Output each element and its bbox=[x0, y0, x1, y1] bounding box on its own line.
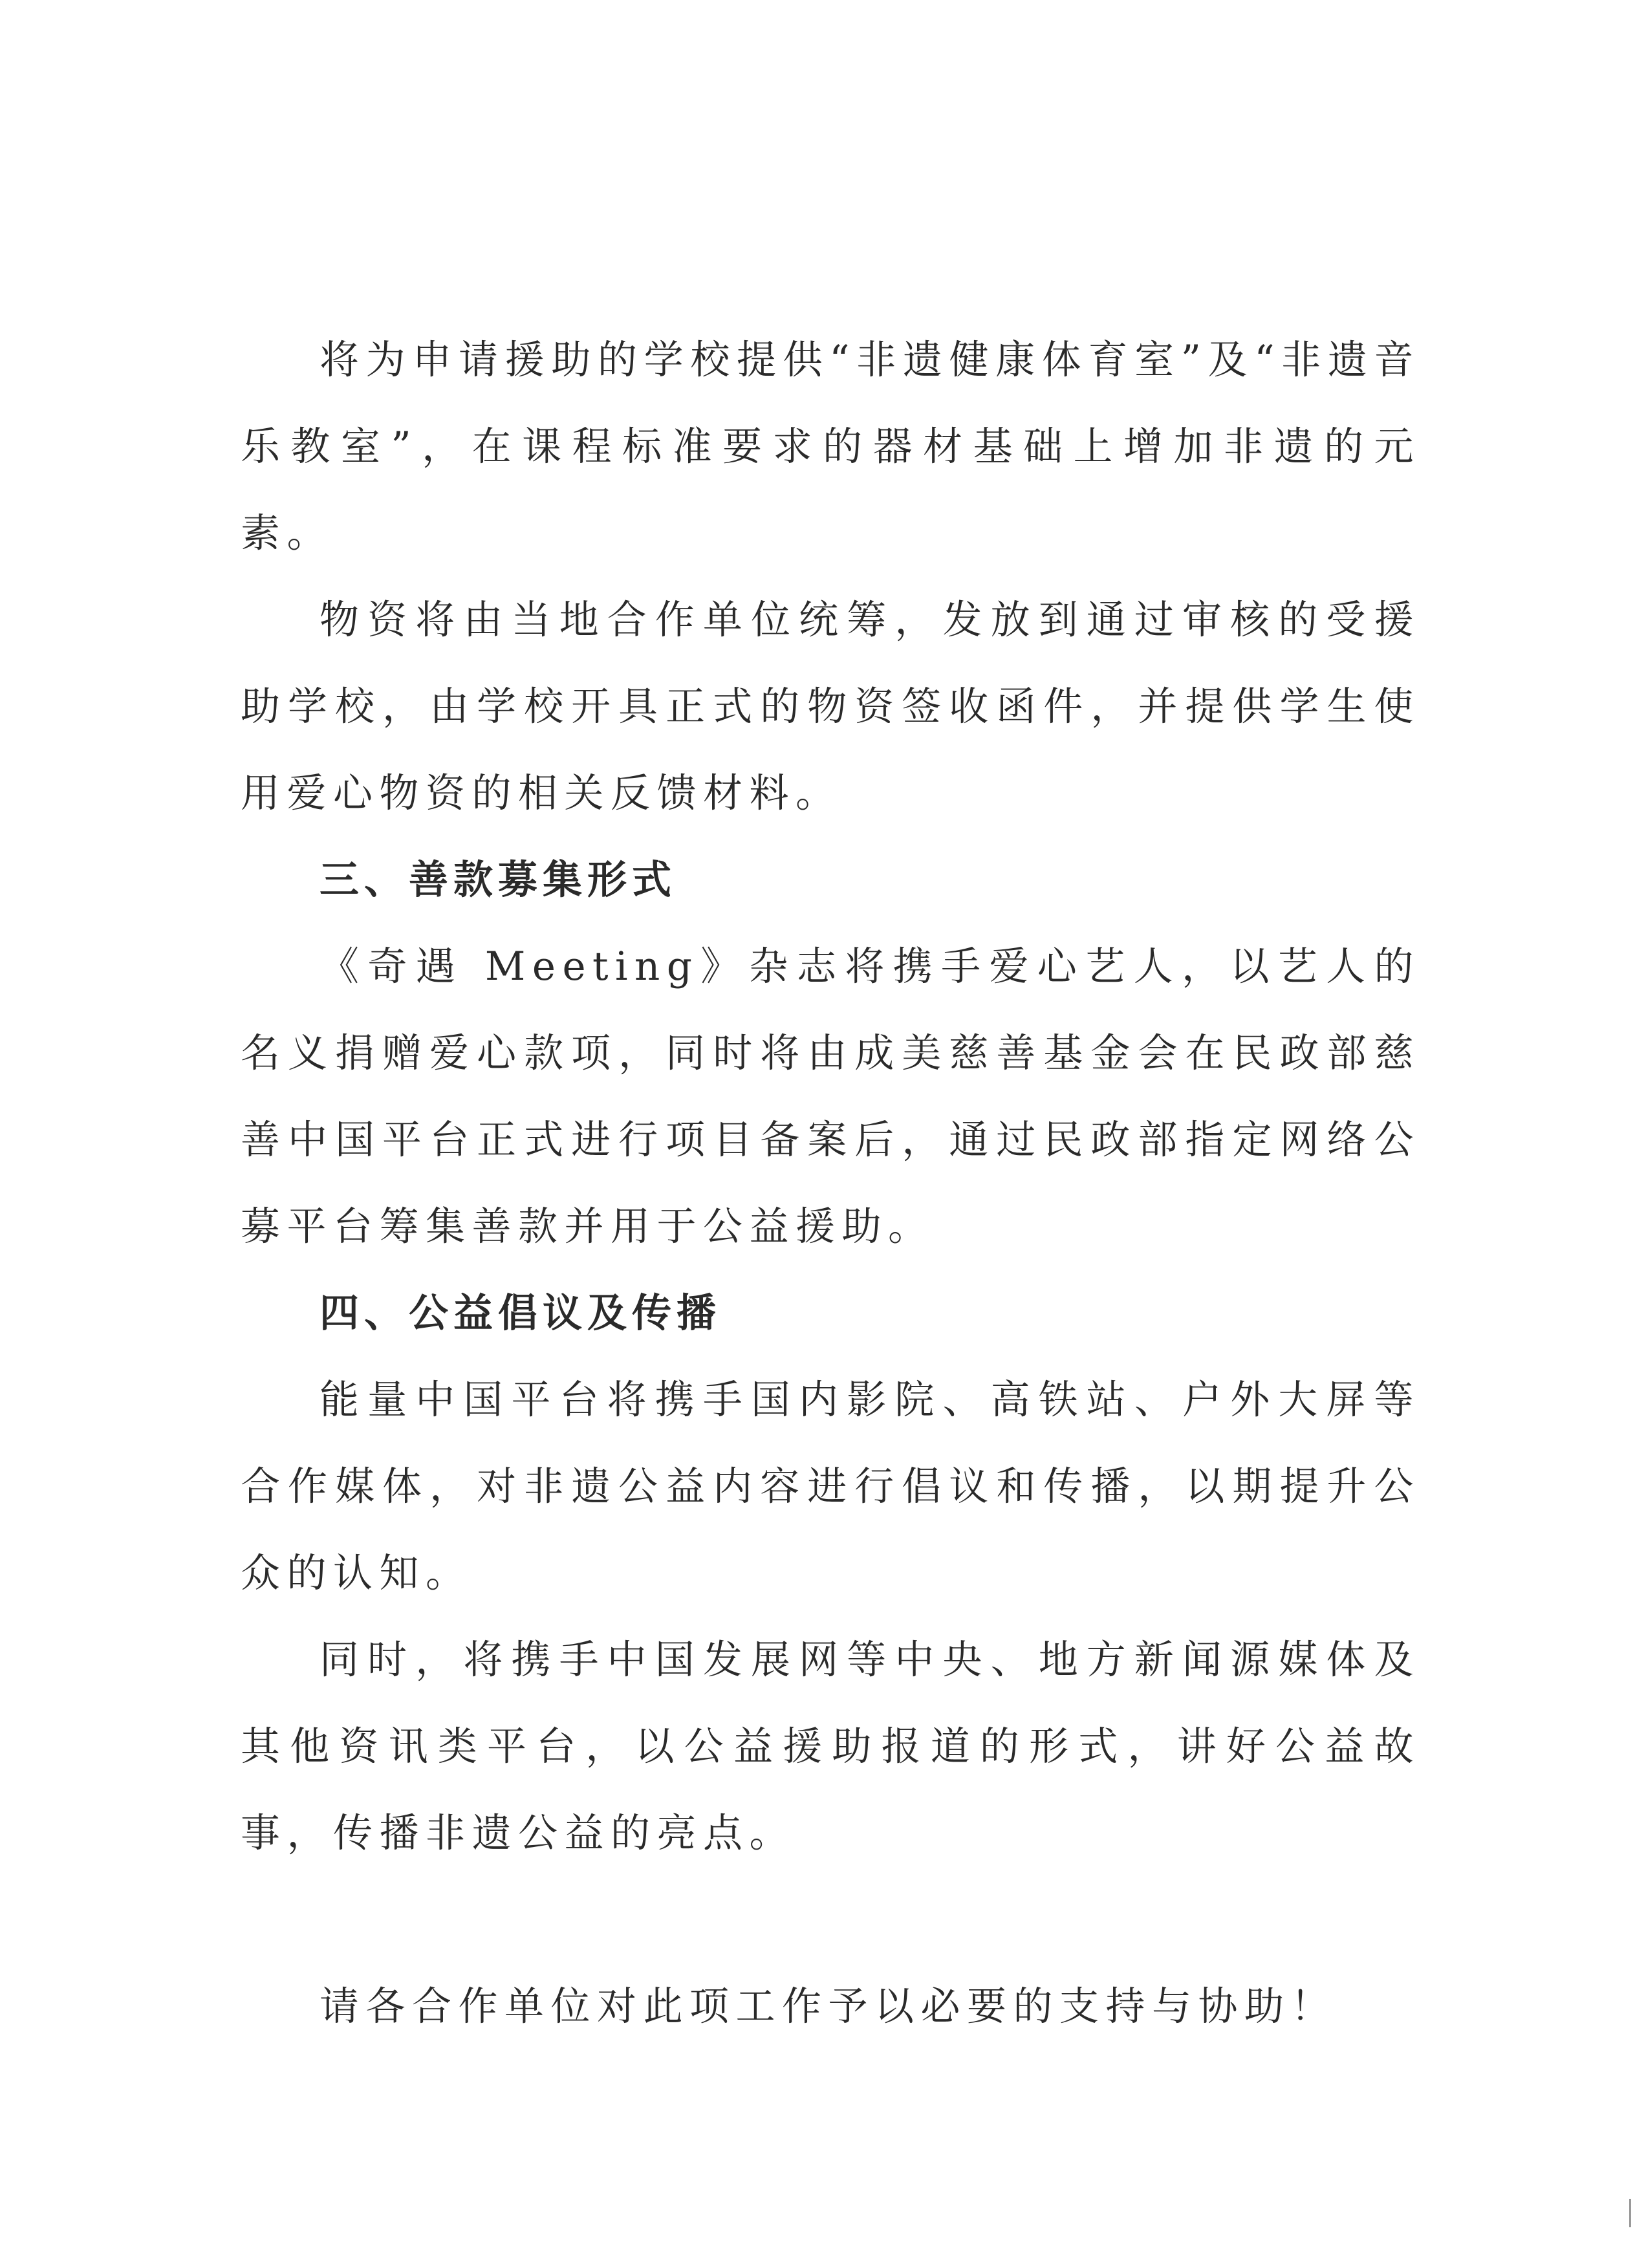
closing-request: 请各合作单位对此项工作予以必要的支持与协助！ bbox=[319, 1983, 1337, 2029]
paragraph-advocacy-news: 同时，将携手中国发展网等中央、地方新闻源媒体及其他资讯类平台，以公益援助报道的形式，讲好公益故事，传播非遗公益的亮点。 bbox=[241, 1637, 1420, 1856]
paragraph-material-distribution: 物资将由当地合作单位统筹，发放到通过审核的受援助学校，由学校开具正式的物资签收函件，并提供学生使用爱心物资的相关反馈材料。 bbox=[241, 597, 1420, 816]
section-heading-fundraising: 三、善款募集形式 bbox=[319, 857, 677, 903]
section-heading-advocacy: 四、公益倡议及传播 bbox=[319, 1290, 722, 1336]
paragraph-advocacy-media: 能量中国平台将携手国内影院、高铁站、户外大屏等合作媒体，对非遗公益内容进行倡议和传播，以期提升公众的认知。 bbox=[241, 1377, 1420, 1596]
paragraph-fundraising: 《奇遇 Meeting》杂志将携手爱心艺人，以艺人的名义捐赠爱心款项，同时将由成美慈善基金会在民政部慈善中国平台正式进行项目备案后，通过民政部指定网络公募平台筹集善款并用于公益援助。 bbox=[241, 944, 1420, 1249]
scan-edge-mark bbox=[1629, 2199, 1631, 2227]
document-body bbox=[241, 317, 1420, 2050]
paragraph-classroom-provision: 将为申请援助的学校提供“非遗健康体育室”及“非遗音乐教室”，在课程标准要求的器材基础上增加非遗的元素。 bbox=[241, 337, 1420, 556]
